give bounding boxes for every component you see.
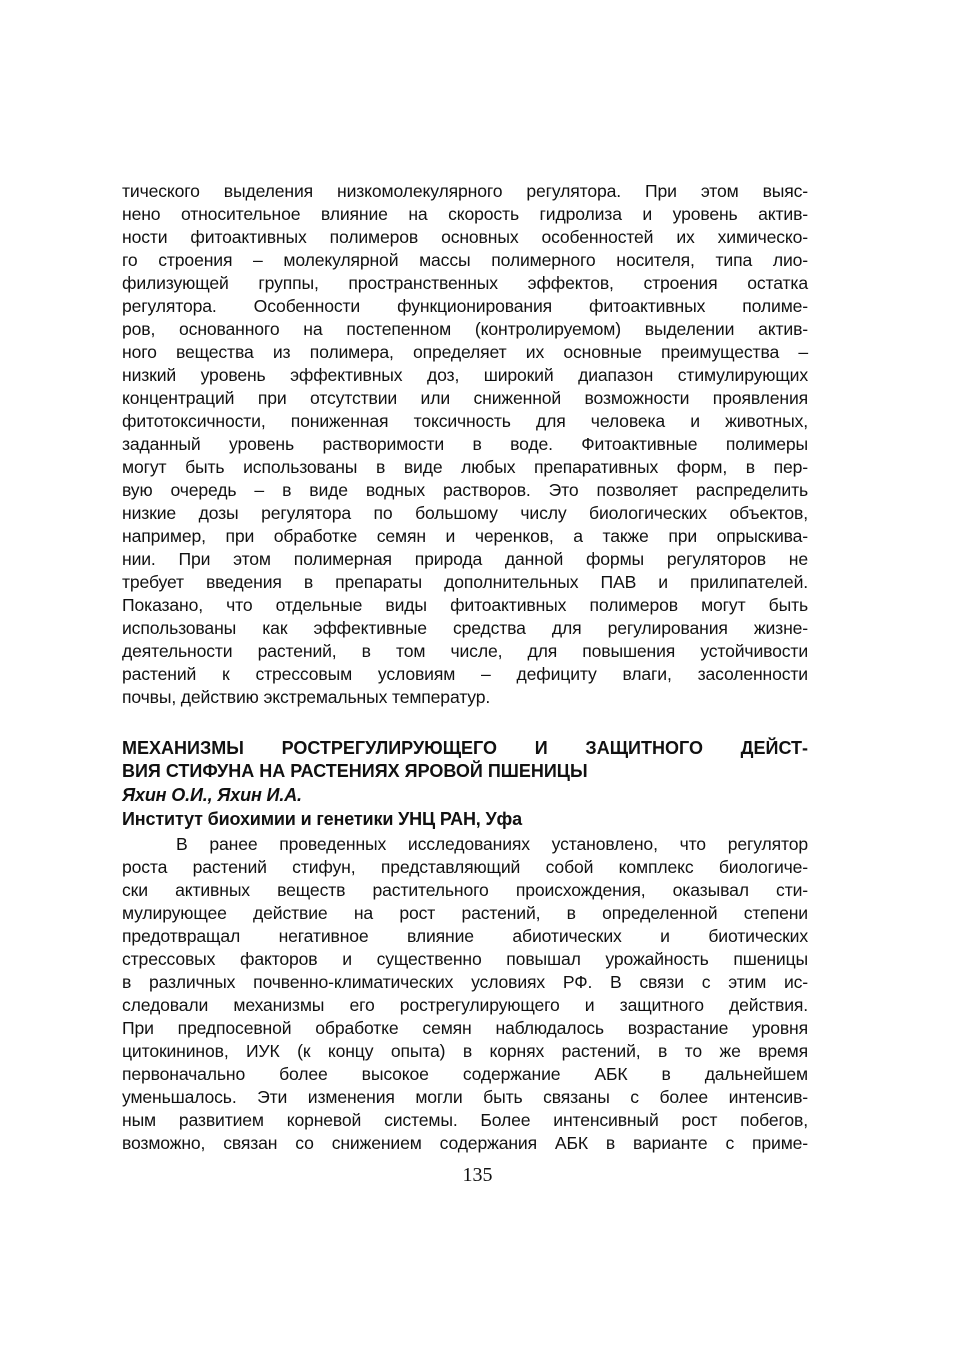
article-affiliation: Институт биохимии и генетики УНЦ РАН, Уфа bbox=[122, 809, 523, 829]
text-line: требует введения в препараты дополнительных ПАВ и прилипателей. bbox=[122, 572, 808, 592]
text-line: могут быть использованы в виде любых препаративных форм, в пер- bbox=[122, 457, 808, 477]
text-line: предотвращал негативное влияние абиотических и биотических bbox=[122, 926, 808, 946]
text-line: вую очередь – в виде водных растворов. Это позволяет распределить bbox=[122, 480, 808, 500]
text-line: ски активных веществ растительного происхождения, оказывал сти- bbox=[122, 880, 808, 900]
text-line: ным развитием корневой системы. Более интенсивный рост побегов, bbox=[122, 1110, 808, 1130]
text-line: тического выделения низкомолекулярного регулятора. При этом выяс- bbox=[122, 181, 808, 201]
text-line: В ранее проведенных исследованиях установлено, что регулятор bbox=[176, 834, 808, 854]
text-line: мулирующее действие на рост растений, в определенной степени bbox=[122, 903, 808, 923]
text-line: уменьшалось. Эти изменения могли быть связаны с более интенсив- bbox=[122, 1087, 808, 1107]
title-line: ВИЯ СТИФУНА НА РАСТЕНИЯХ ЯРОВОЙ ПШЕНИЦЫ bbox=[122, 761, 588, 781]
text-line: возможно, связан со снижением содержания АБК в варианте с приме- bbox=[122, 1133, 808, 1153]
text-line: фитотоксичности, пониженная токсичность для человека и животных, bbox=[122, 411, 808, 431]
text-line: заданный уровень растворимости в воде. Фитоактивные полимеры bbox=[122, 434, 808, 454]
text-line: филизующей группы, пространственных эффектов, строения остатка bbox=[122, 273, 808, 293]
text-line: концентраций при отсутствии или сниженной возможности проявления bbox=[122, 388, 808, 408]
title-line: МЕХАНИЗМЫ РОСТРЕГУЛИРУЮЩЕГО И ЗАЩИТНОГО ДЕЙСТ- bbox=[122, 738, 808, 758]
text-line: регулятора. Особенности функционирования фитоактивных полиме- bbox=[122, 296, 808, 316]
text-line: ров, основанного на постепенном (контролируемом) выделении актив- bbox=[122, 319, 808, 339]
text-line: Показано, что отдельные виды фитоактивных полимеров могут быть bbox=[122, 595, 808, 615]
text-line: нии. При этом полимерная природа данной формы регуляторов не bbox=[122, 549, 808, 569]
text-line: низкий уровень эффективных доз, широкий диапазон стимулирующих bbox=[122, 365, 808, 385]
article-authors: Яхин О.И., Яхин И.А. bbox=[122, 785, 302, 805]
text-line: роста растений стифун, представляющий собой комплекс биологиче- bbox=[122, 857, 808, 877]
text-line: использованы как эффективные средства для регулирования жизне- bbox=[122, 618, 808, 638]
text-line: го строения – молекулярной массы полимерного носителя, типа лио- bbox=[122, 250, 808, 270]
text-line: нено относительное влияние на скорость гидролиза и уровень актив- bbox=[122, 204, 808, 224]
text-line: ности фитоактивных полимеров основных особенностей их химическо- bbox=[122, 227, 808, 247]
text-line: цитокининов, ИУК (к концу опыта) в корнях растений, в то же время bbox=[122, 1041, 808, 1061]
text-line: низкие дозы регулятора по большому числу биологических объектов, bbox=[122, 503, 808, 523]
text-line: стрессовых факторов и существенно повышал урожайность пшеницы bbox=[122, 949, 808, 969]
text-line: При предпосевной обработке семян наблюдалось возрастание уровня bbox=[122, 1018, 808, 1038]
text-line: следовали механизмы его рострегулирующего и защитного действия. bbox=[122, 995, 808, 1015]
text-line: деятельности растений, в том числе, для повышения устойчивости bbox=[122, 641, 808, 661]
text-line: ного вещества из полимера, определяет их основные преимущества – bbox=[122, 342, 808, 362]
text-line: например, при обработке семян и черенков, а также при опрыскива- bbox=[122, 526, 808, 546]
page-number: 135 bbox=[462, 1164, 493, 1186]
text-line: в различных почвенно-климатических условиях РФ. В связи с этим ис- bbox=[122, 972, 808, 992]
text-line: почвы, действию экстремальных температур. bbox=[122, 687, 491, 707]
text-line: первоначально более высокое содержание АБК в дальнейшем bbox=[122, 1064, 808, 1084]
text-line: растений к стрессовым условиям – дефициту влаги, засоленности bbox=[122, 664, 808, 684]
